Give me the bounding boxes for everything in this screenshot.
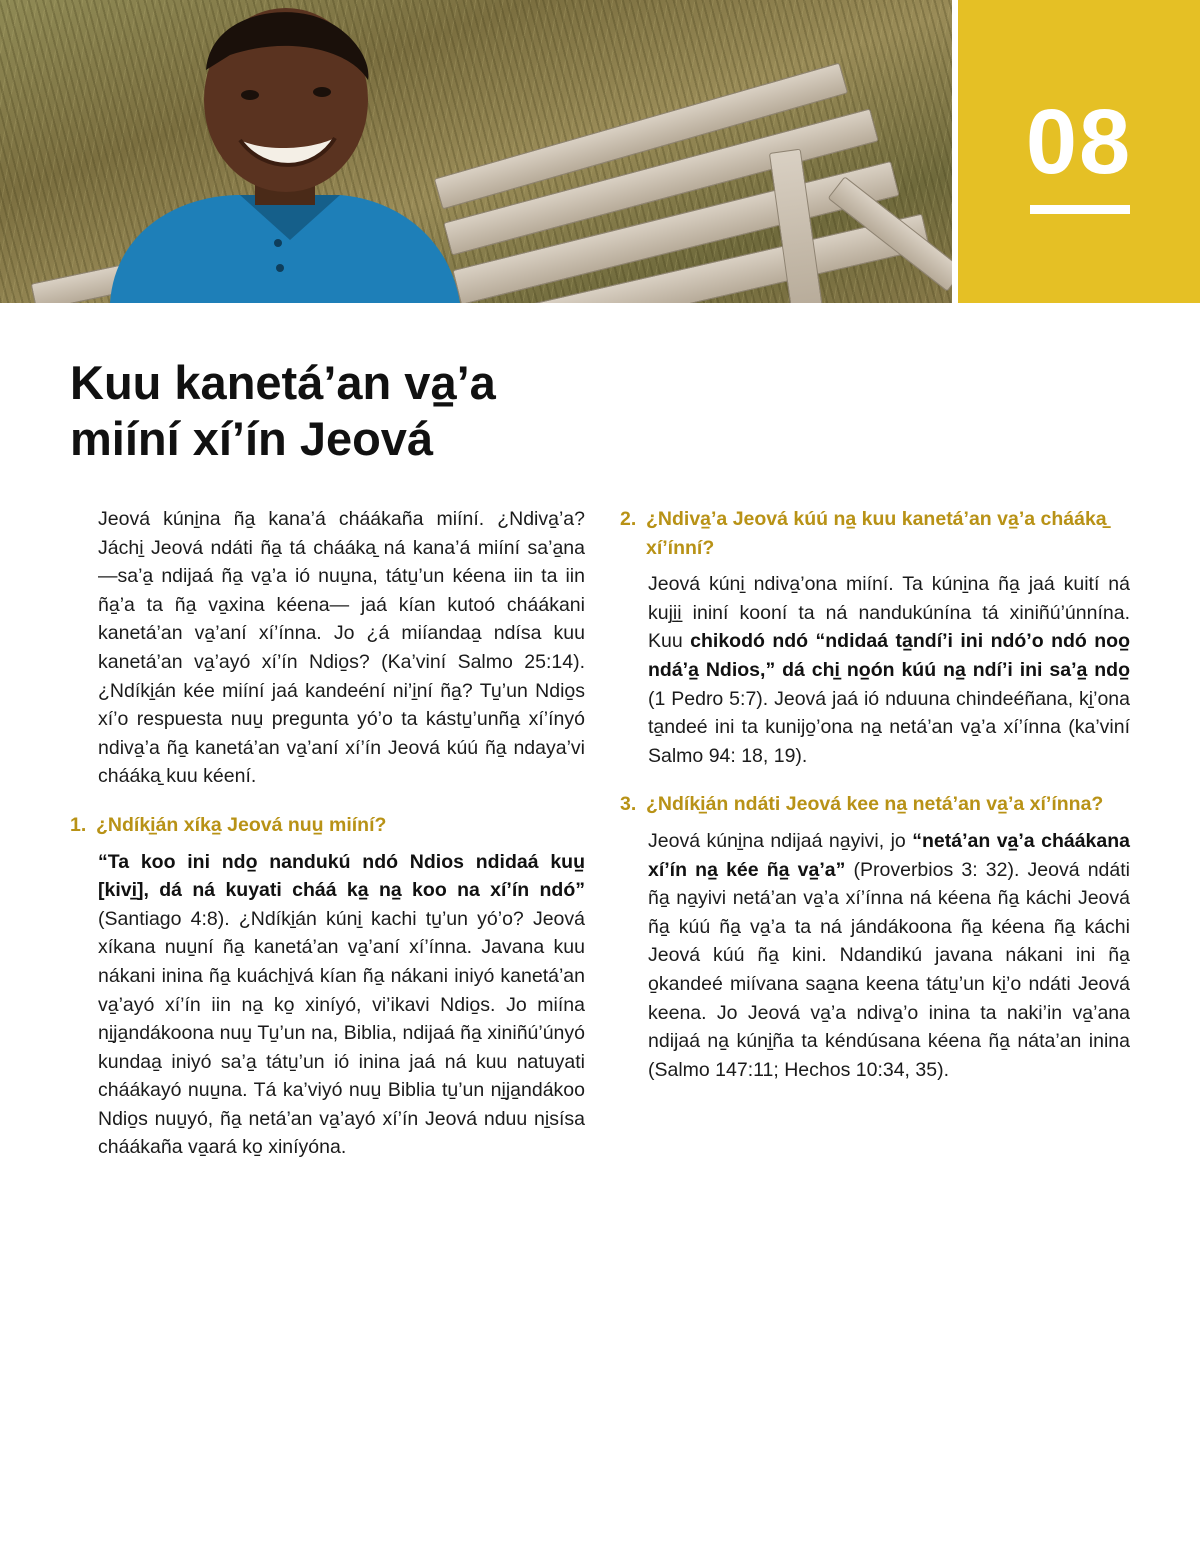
question-2-body-b: (1 Pedro 5:7). Jeová jaá ió nduuna chindeéñana, ki̠’ona ta̠ndeé ini ta kunijo̠’ona na̠ netá’an va̠’a xí’ínna (ka’viní Salmo 94: 18, 19).: [648, 687, 1130, 767]
question-2-heading: [620, 505, 1130, 562]
badge-underline: [1030, 205, 1130, 214]
question-3-answer: [648, 827, 1130, 1084]
question-2-number: 2.: [620, 508, 637, 530]
question-3-text: ¿Ndíki̠án ndáti Jeová kee na̠ netá’an va̠’a xí’ínna?: [646, 793, 1104, 816]
page-title: [70, 355, 590, 467]
question-2-text: ¿Ndiva̠’a Jeová kúú na̠ kuu kanetá’an va̠’a cháákа̠ xí’ínní?: [646, 508, 1107, 559]
question-3-body-b: (Proverbios 3: 32). Jeová ndáti ña̠ na̠yivi netá’an va̠’a xí’ínna ná kéena ña̠ káchi Jeová ña̠ kúú ña̠ va̠’a ta ná jándákoona ña̠ kéena ña̠ káchi Jeová kúú ña̠ kini. Ndandikú javana nákani ini ña̠ o̠kandeé miívana saa̠na keena tátu̠’un ki̠’o ndáti Jeová keena. Jo Jeová va̠’a ndiva̠’o inina ta naki’in va̠’ana ndijaá na̠ kúni̠ña ta kéndúsana kéena ña̠ náta’an inina (Salmo 147:11; Hechos 10:34, 35).: [648, 858, 1130, 1081]
intro-paragraph: Jeová kúni̠na ña̠ kana’á cháákaña miíní. ¿Ndiva̠’a? Jáchi̠ Jeová ndáti ña̠ tá cháákа̠ ná kana’á miíní sa’a̠na —sa’a̠ ndijaá ña̠ va̠’a ió nuu̠na, tátu̠’un kéena iin ta iin ña̠’a ta ña̠ va̠xina kéena— jaá kían kutoó cháákani kanetá’an va̠’aní xí’ínna. Jo ¿á miíandaa̠ ndísa kuu kanetá’an va̠’ayó xí’ín Ndio̠s? (Ka’viní Salmo 25:14). ¿Ndíki̠án kée miíní jaá kandeéní ni’i̠ní ña̠? Tu̠’un Ndio̠s xí’o respuesta nuu̠ pregunta yó’o ta kástu̠’unña̠ xí’ínyó ndiva̠’a ña̠ kanetá’an va̠’aní xí’ín Jeová kúú ña̠ ndaya’vi cháákа̠ kuu kéení.: [98, 508, 585, 788]
right-column: [620, 505, 1130, 1084]
left-column: [70, 505, 585, 1162]
hero-photo: [0, 0, 952, 303]
question-1-number: 1.: [70, 813, 87, 836]
question-1-heading: [70, 811, 585, 840]
question-3-number: 3.: [620, 793, 637, 816]
smiling-man: [90, 0, 470, 303]
lesson-number: 08: [1025, 91, 1133, 193]
question-3-body-a: Jeová kúni̠na ndijaá na̠yivi, jo: [648, 829, 913, 852]
title-line-1: Kuu kanetá’an va̠’a: [70, 356, 496, 409]
question-2-bold: chikodó ndó “ndidaá ta̠ndí’i ini ndó’o ndó noo̠ ndá’a̠ Ndios,” dá chi̠ no̠ón kúú na̠ ndí’i ini sa’a̠ ndo̠: [648, 630, 1130, 681]
question-1-body: (Santiago 4:8). ¿Ndíki̠án kúni̠ kachi tu̠’un yó’o? Jeová xíkana nuu̠ní ña̠ kanetá’an va̠’aní xí’ínna. Javana kuu nákani inina ña̠ kuáchi̠vá kían ña̠ nákani iniyó kanetá’an va̠’ayó xí’ín iin na̠ ko̠ xiníyó, vi’ikavi Ndio̠s. Jo miína ni̠ja̠ndákoona nuu̠ Tu̠’un na, Biblia, ndijaá ña̠ xiniñú’únyó kundaa̠ iniyó sa’a̠ tátu̠’un ió inina jaá ná kuu natuyati cháákayó nuu̠na. Tá ka’viyó nuu̠ Biblia tu̠’un ni̠ja̠ndákoo Ndio̠s nuu̠yó, ña̠ netá’an va̠’ayó xí’ín Jeová nduu ni̠sísa cháákaña va̠ará ko̠ xiníyóna.: [98, 907, 585, 1159]
lesson-number-badge: [958, 0, 1200, 303]
title-line-2: miíní xí’ín Jeová: [70, 412, 434, 465]
question-3-heading: [620, 790, 1130, 819]
question-1-quote: “Ta koo ini ndo̠ nandukú ndó Ndios ndidaá kuu̠ [kivi̠], dá ná kuyati cháá ka̠ na̠ koo na xí’ín ndó”: [98, 850, 585, 902]
question-1-answer: [98, 848, 585, 1163]
question-1-text: ¿Ndíki̠án xíka̠ Jeová nuu̠ miíní?: [96, 813, 387, 836]
question-2-answer: [648, 570, 1130, 770]
question-3-bold: “netá’an va̠’a cháákаna xí’ín na̠ kée ña̠ va̠’a”: [648, 829, 1130, 881]
question-2-body-a: Jeová kúni̠ ndiva̠’ona miíní. Ta kúni̠na ña̠ jaá kuití ná kuji̠i̠ ininí kooní ta ná nandukúnína tá xiniñú’únnína. Kuu: [648, 573, 1130, 653]
